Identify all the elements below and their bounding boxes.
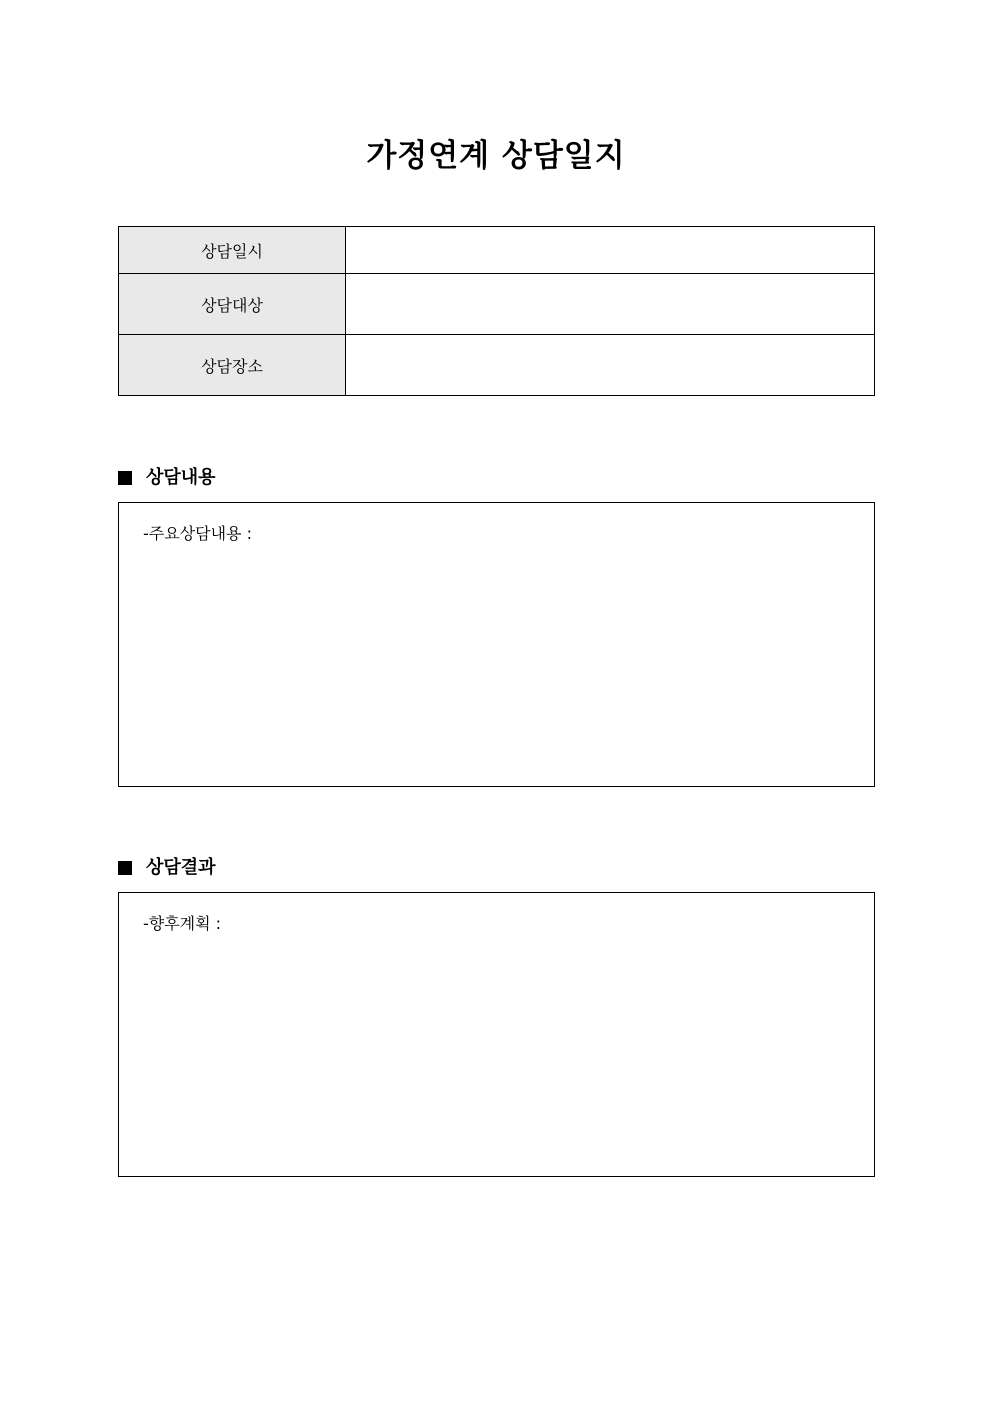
counseling-content-box[interactable] [118,502,875,787]
black-square-icon [118,471,132,485]
counseling-result-box[interactable] [118,892,875,1177]
document-title: 가정연계 상담일지 [366,138,626,174]
black-square-icon [118,861,132,875]
section-heading-label: 상담결과 [146,857,216,878]
section-heading-result [118,856,216,880]
counseling-datetime-label: 상담일시 [119,227,346,274]
counseling-datetime-field[interactable] [346,227,875,274]
counseling-info-table [118,226,875,396]
counseling-target-field[interactable] [346,274,875,335]
section-heading-label: 상담내용 [146,467,216,488]
table-row [119,274,875,335]
counseling-target-label: 상담대상 [119,274,346,335]
counseling-place-field[interactable] [346,335,875,396]
future-plan-prompt: -향후계획 : [143,914,222,933]
table-row [119,227,875,274]
counseling-place-label: 상담장소 [119,335,346,396]
main-content-prompt: -주요상담내용 : [143,524,252,543]
table-row [119,335,875,396]
section-heading-content [118,466,216,490]
